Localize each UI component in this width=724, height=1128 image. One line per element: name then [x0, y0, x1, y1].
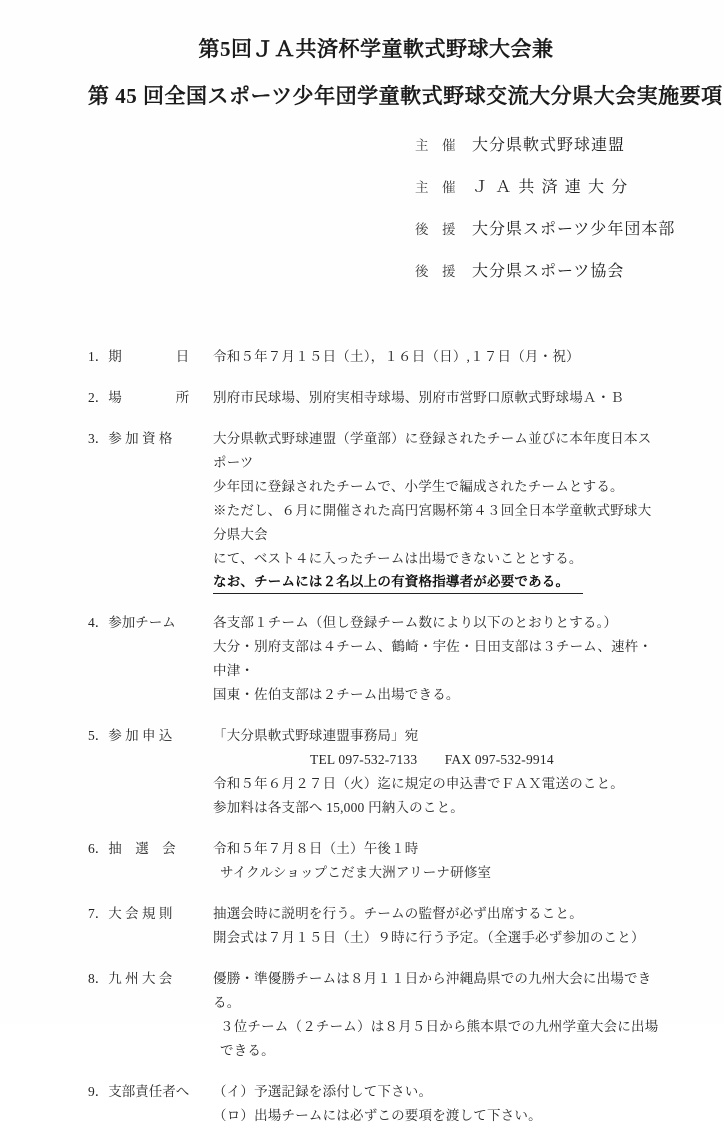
document-title-line2: 第 45 回全国スポーツ少年団学童軟式野球交流大分県大会実施要項 [88, 84, 723, 109]
item-line: 令和５年７月１５日（土），１６日（日）,１７日（月・祝） [213, 348, 580, 364]
item-body [213, 345, 664, 369]
item-8-kyushu-tournament [88, 967, 664, 1063]
item-body [213, 427, 664, 594]
item-line: 「大分県軟式野球連盟事務局」宛 [213, 727, 419, 743]
item-line: ３位チーム（２チーム）は８月５日から熊本県での九州学童大会に出場できる。 [220, 1018, 659, 1058]
item-body [213, 386, 664, 410]
sponsor-row-organizer-1 [415, 135, 664, 157]
item-1-date [88, 345, 664, 369]
item-line: 別府市民球場、別府実相寺球場、別府市営野口原軟式野球場Ａ・Ｂ [213, 389, 624, 405]
item-label: 8．九 州 大 会 [88, 970, 173, 986]
document-title-line1: 第5回ＪＡ共済杯学童軟式野球大会兼 [198, 37, 554, 61]
item-3-eligibility [88, 427, 664, 594]
sponsor-name: ＪＡ共済連大分 [472, 178, 635, 196]
item-4-teams [88, 611, 664, 707]
item-body [213, 1080, 664, 1128]
item-line-emphasized: なお、チームには２名以上の有資格指導者が必要である。 [213, 571, 583, 594]
sponsor-row-supporter-1 [415, 219, 676, 241]
item-line: 令和５年６月２７日（火）迄に規定の申込書でＦＡＸ電送のこと。 [213, 775, 624, 791]
item-body [213, 837, 664, 885]
item-line: 大分県軟式野球連盟（学童部）に登録されたチーム並びに本年度日本スポーツ [213, 430, 652, 470]
sponsor-name: 大分県スポーツ協会 [472, 262, 625, 280]
item-line: 抽選会時に説明を行う。チームの監督が必ず出席すること。 [213, 905, 583, 921]
item-line: にて、ベスト４に入ったチームは出場できないこととする。 [213, 550, 583, 566]
item-body [213, 724, 664, 820]
item-2-venue [88, 386, 664, 410]
item-label: 5．参 加 申 込 [88, 727, 173, 743]
item-label: 9．支部責任者へ [88, 1083, 190, 1099]
sponsor-name: 大分県軟式野球連盟 [472, 136, 626, 154]
item-label: 4．参加チーム [88, 614, 176, 630]
sponsor-role-label: 後 援 [415, 221, 456, 237]
item-body [213, 902, 664, 950]
item-line: 参加料は各支部へ 15,000 円納入のこと。 [213, 799, 464, 815]
item-body [213, 967, 664, 1063]
sponsor-name: 大分県スポーツ少年団本部 [472, 220, 676, 238]
item-line: 各支部１チーム（但し登録チーム数により以下のとおりとする。） [213, 614, 618, 630]
item-5-application [88, 724, 664, 820]
sponsor-row-organizer-2 [415, 177, 664, 199]
sponsor-list [415, 135, 676, 283]
item-label: 2．場 所 [88, 389, 190, 405]
item-body [213, 611, 664, 707]
item-label: 3．参 加 資 格 [88, 430, 173, 446]
item-line: 少年団に登録されたチームで、小学生で編成されたチームとする。 [213, 478, 624, 494]
item-9-branch-managers [88, 1080, 664, 1128]
item-line: 国東・佐伯支部は２チーム出場できる。 [213, 686, 460, 702]
item-line: サイクルショップこだま大洲アリーナ研修室 [220, 864, 492, 880]
item-line: 令和５年７月８日（土）午後１時 [213, 840, 419, 856]
item-label: 1．期 日 [88, 348, 190, 364]
item-line: 大分・別府支部は４チーム、鶴崎・宇佐・日田支部は３チーム、速杵・中津・ [213, 638, 653, 678]
item-6-lottery [88, 837, 664, 885]
item-label: 7．大 会 規 則 [88, 905, 173, 921]
item-line: （ロ）出場チームには必ずこの要項を渡して下さい。 [213, 1107, 542, 1123]
sponsor-role-label: 後 援 [415, 263, 456, 279]
item-line: （イ）予選記録を添付して下さい。 [213, 1083, 433, 1099]
sponsor-row-supporter-2 [415, 261, 664, 283]
item-line: 開会式は７月１５日（土）９時に行う予定。（全選手必ず参加のこと） [213, 929, 645, 945]
item-line-tel-fax: TEL 097-532-7133 FAX 097-532-9914 [310, 751, 554, 767]
section-list [88, 345, 664, 1128]
item-line: ※ただし、６月に開催された高円宮賜杯第４３回全日本学童軟式野球大分県大会 [213, 502, 652, 542]
item-line: 優勝・準優勝チームは８月１１日から沖縄島県での九州大会に出場できる。 [213, 970, 652, 1010]
item-7-rules [88, 902, 664, 950]
sponsor-role-label: 主 催 [415, 179, 456, 195]
sponsor-role-label: 主 催 [415, 137, 456, 153]
item-label: 6．抽 選 会 [88, 840, 176, 856]
